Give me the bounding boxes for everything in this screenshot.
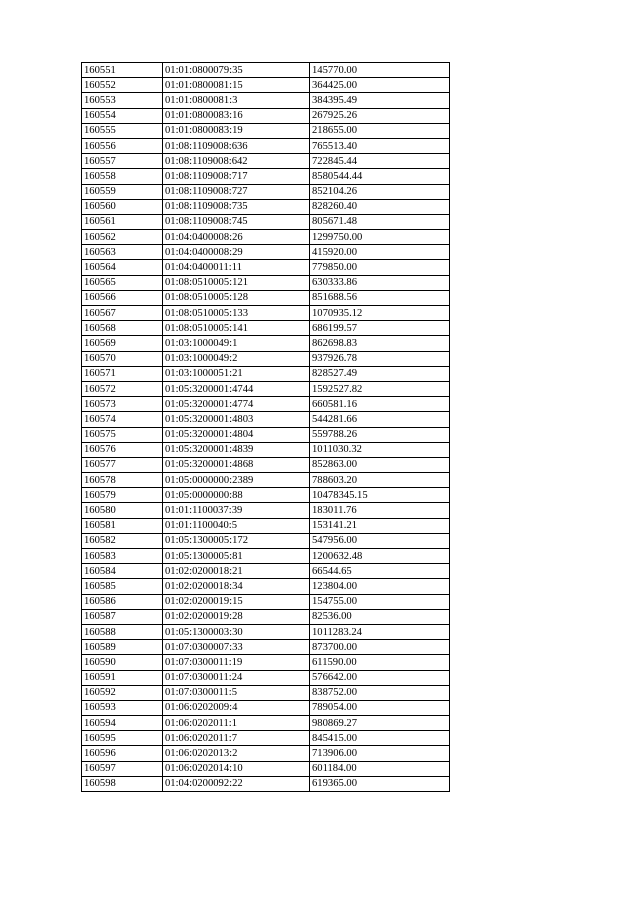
- cell-id: 160572: [82, 381, 163, 396]
- cell-cadastral-number: 01:03:1000049:1: [163, 336, 310, 351]
- cell-cadastral-number: 01:08:0510005:121: [163, 275, 310, 290]
- cell-id: 160562: [82, 230, 163, 245]
- cell-value: 805671.48: [310, 214, 450, 229]
- table-row: [82, 473, 450, 488]
- table-row: [82, 199, 450, 214]
- cell-value: 183011.76: [310, 503, 450, 518]
- cell-value: 218655.00: [310, 123, 450, 138]
- cell-cadastral-number: 01:06:0202014:10: [163, 761, 310, 776]
- cell-id: 160590: [82, 655, 163, 670]
- cell-id: 160592: [82, 685, 163, 700]
- cell-cadastral-number: 01:05:3200001:4839: [163, 442, 310, 457]
- table-row: [82, 351, 450, 366]
- cell-cadastral-number: 01:01:0800083:19: [163, 123, 310, 138]
- cell-cadastral-number: 01:08:1109008:735: [163, 199, 310, 214]
- cell-value: 722845.44: [310, 154, 450, 169]
- table-row: [82, 108, 450, 123]
- cell-id: 160569: [82, 336, 163, 351]
- cell-id: 160585: [82, 579, 163, 594]
- cell-cadastral-number: 01:04:0200092:22: [163, 776, 310, 791]
- cell-id: 160598: [82, 776, 163, 791]
- cell-cadastral-number: 01:07:0300011:5: [163, 685, 310, 700]
- cell-id: 160591: [82, 670, 163, 685]
- cell-value: 82536.00: [310, 609, 450, 624]
- cell-id: 160551: [82, 63, 163, 78]
- table-row: [82, 230, 450, 245]
- table-row: [82, 716, 450, 731]
- table-row: [82, 549, 450, 564]
- table-row: [82, 488, 450, 503]
- cell-cadastral-number: 01:08:1109008:642: [163, 154, 310, 169]
- cell-value: 845415.00: [310, 731, 450, 746]
- data-table: [81, 62, 450, 792]
- cell-cadastral-number: 01:07:0300011:19: [163, 655, 310, 670]
- cell-value: 1011283.24: [310, 624, 450, 639]
- table-row: [82, 169, 450, 184]
- table-row: [82, 214, 450, 229]
- cell-value: 154755.00: [310, 594, 450, 609]
- cell-cadastral-number: 01:04:0400008:29: [163, 245, 310, 260]
- cell-id: 160558: [82, 169, 163, 184]
- cell-cadastral-number: 01:01:0800079:35: [163, 63, 310, 78]
- cell-id: 160597: [82, 761, 163, 776]
- table-row: [82, 609, 450, 624]
- cell-value: 713906.00: [310, 746, 450, 761]
- table-row: [82, 746, 450, 761]
- cell-cadastral-number: 01:02:0200018:34: [163, 579, 310, 594]
- cell-id: 160582: [82, 533, 163, 548]
- cell-value: 828527.49: [310, 366, 450, 381]
- cell-id: 160586: [82, 594, 163, 609]
- cell-id: 160554: [82, 108, 163, 123]
- cell-id: 160563: [82, 245, 163, 260]
- cell-value: 1011030.32: [310, 442, 450, 457]
- cell-cadastral-number: 01:04:0400011:11: [163, 260, 310, 275]
- cell-id: 160560: [82, 199, 163, 214]
- cell-value: 828260.40: [310, 199, 450, 214]
- cell-value: 10478345.15: [310, 488, 450, 503]
- cell-value: 1200632.48: [310, 549, 450, 564]
- cell-value: 123804.00: [310, 579, 450, 594]
- table-row: [82, 138, 450, 153]
- cell-cadastral-number: 01:01:1100037:39: [163, 503, 310, 518]
- cell-value: 619365.00: [310, 776, 450, 791]
- cell-cadastral-number: 01:05:3200001:4744: [163, 381, 310, 396]
- cell-cadastral-number: 01:01:0800083:16: [163, 108, 310, 123]
- cell-value: 1070935.12: [310, 306, 450, 321]
- cell-value: 937926.78: [310, 351, 450, 366]
- cell-id: 160561: [82, 214, 163, 229]
- table-row: [82, 670, 450, 685]
- table-row: [82, 731, 450, 746]
- cell-value: 1299750.00: [310, 230, 450, 245]
- cell-id: 160570: [82, 351, 163, 366]
- cell-value: 1592527.82: [310, 381, 450, 396]
- cell-cadastral-number: 01:03:1000049:2: [163, 351, 310, 366]
- cell-cadastral-number: 01:02:0200018:21: [163, 564, 310, 579]
- cell-id: 160596: [82, 746, 163, 761]
- cell-value: 862698.83: [310, 336, 450, 351]
- cell-value: 153141.21: [310, 518, 450, 533]
- cell-cadastral-number: 01:05:0000000:2389: [163, 473, 310, 488]
- cell-value: 788603.20: [310, 473, 450, 488]
- cell-value: 364425.00: [310, 78, 450, 93]
- cell-cadastral-number: 01:05:1300003:30: [163, 624, 310, 639]
- cell-cadastral-number: 01:08:0510005:128: [163, 290, 310, 305]
- cell-value: 267925.26: [310, 108, 450, 123]
- table-body: [82, 63, 450, 792]
- cell-id: 160588: [82, 624, 163, 639]
- table-row: [82, 442, 450, 457]
- cell-value: 980869.27: [310, 716, 450, 731]
- cell-value: 852104.26: [310, 184, 450, 199]
- cell-cadastral-number: 01:05:1300005:81: [163, 549, 310, 564]
- cell-id: 160579: [82, 488, 163, 503]
- cell-id: 160589: [82, 640, 163, 655]
- table-row: [82, 290, 450, 305]
- cell-id: 160575: [82, 427, 163, 442]
- cell-value: 145770.00: [310, 63, 450, 78]
- cell-value: 873700.00: [310, 640, 450, 655]
- cell-cadastral-number: 01:06:0202013:2: [163, 746, 310, 761]
- cell-cadastral-number: 01:08:0510005:133: [163, 306, 310, 321]
- cell-cadastral-number: 01:01:0800081:3: [163, 93, 310, 108]
- table-row: [82, 336, 450, 351]
- table-row: [82, 579, 450, 594]
- cell-value: 601184.00: [310, 761, 450, 776]
- table-row: [82, 306, 450, 321]
- cell-cadastral-number: 01:01:0800081:15: [163, 78, 310, 93]
- table-row: [82, 518, 450, 533]
- cell-cadastral-number: 01:06:0202009:4: [163, 700, 310, 715]
- table-row: [82, 260, 450, 275]
- cell-value: 66544.65: [310, 564, 450, 579]
- cell-value: 686199.57: [310, 321, 450, 336]
- cell-value: 547956.00: [310, 533, 450, 548]
- cell-id: 160573: [82, 397, 163, 412]
- table-row: [82, 93, 450, 108]
- cell-id: 160571: [82, 366, 163, 381]
- cell-value: 415920.00: [310, 245, 450, 260]
- cell-cadastral-number: 01:06:0202011:7: [163, 731, 310, 746]
- cell-value: 384395.49: [310, 93, 450, 108]
- table-row: [82, 381, 450, 396]
- table-row: [82, 503, 450, 518]
- cell-value: 544281.66: [310, 412, 450, 427]
- cell-id: 160555: [82, 123, 163, 138]
- cell-value: 559788.26: [310, 427, 450, 442]
- cell-id: 160552: [82, 78, 163, 93]
- cell-cadastral-number: 01:08:1109008:717: [163, 169, 310, 184]
- cell-value: 838752.00: [310, 685, 450, 700]
- cell-id: 160594: [82, 716, 163, 731]
- table-row: [82, 397, 450, 412]
- cell-value: 779850.00: [310, 260, 450, 275]
- cell-id: 160567: [82, 306, 163, 321]
- cell-value: 8580544.44: [310, 169, 450, 184]
- cell-id: 160557: [82, 154, 163, 169]
- cell-id: 160580: [82, 503, 163, 518]
- cell-cadastral-number: 01:08:1109008:727: [163, 184, 310, 199]
- cell-cadastral-number: 01:08:1109008:745: [163, 214, 310, 229]
- table-row: [82, 685, 450, 700]
- table-row: [82, 366, 450, 381]
- cell-cadastral-number: 01:07:0300011:24: [163, 670, 310, 685]
- cell-id: 160564: [82, 260, 163, 275]
- table-row: [82, 533, 450, 548]
- cell-value: 852863.00: [310, 457, 450, 472]
- cell-id: 160577: [82, 457, 163, 472]
- cell-id: 160566: [82, 290, 163, 305]
- table-row: [82, 761, 450, 776]
- cell-cadastral-number: 01:03:1000051:21: [163, 366, 310, 381]
- cell-cadastral-number: 01:05:3200001:4868: [163, 457, 310, 472]
- table-row: [82, 776, 450, 791]
- cell-value: 765513.40: [310, 138, 450, 153]
- cell-value: 789054.00: [310, 700, 450, 715]
- cell-id: 160595: [82, 731, 163, 746]
- cell-id: 160587: [82, 609, 163, 624]
- cell-id: 160581: [82, 518, 163, 533]
- table-row: [82, 700, 450, 715]
- table-row: [82, 245, 450, 260]
- table-row: [82, 594, 450, 609]
- table-row: [82, 78, 450, 93]
- table-row: [82, 457, 450, 472]
- table-row: [82, 412, 450, 427]
- table-row: [82, 427, 450, 442]
- cell-id: 160578: [82, 473, 163, 488]
- cell-cadastral-number: 01:01:1100040:5: [163, 518, 310, 533]
- cell-value: 630333.86: [310, 275, 450, 290]
- table-row: [82, 63, 450, 78]
- cell-id: 160556: [82, 138, 163, 153]
- table-row: [82, 184, 450, 199]
- cell-id: 160574: [82, 412, 163, 427]
- cell-value: 576642.00: [310, 670, 450, 685]
- cell-id: 160583: [82, 549, 163, 564]
- table-row: [82, 624, 450, 639]
- cell-cadastral-number: 01:04:0400008:26: [163, 230, 310, 245]
- cell-value: 611590.00: [310, 655, 450, 670]
- cell-id: 160576: [82, 442, 163, 457]
- cell-cadastral-number: 01:02:0200019:28: [163, 609, 310, 624]
- table-row: [82, 564, 450, 579]
- table-row: [82, 655, 450, 670]
- cell-cadastral-number: 01:05:3200001:4804: [163, 427, 310, 442]
- cell-cadastral-number: 01:07:0300007:33: [163, 640, 310, 655]
- cell-id: 160559: [82, 184, 163, 199]
- cell-cadastral-number: 01:05:3200001:4803: [163, 412, 310, 427]
- table-row: [82, 123, 450, 138]
- cell-id: 160568: [82, 321, 163, 336]
- table-row: [82, 640, 450, 655]
- cell-cadastral-number: 01:05:3200001:4774: [163, 397, 310, 412]
- cell-value: 851688.56: [310, 290, 450, 305]
- cell-cadastral-number: 01:08:1109008:636: [163, 138, 310, 153]
- cell-id: 160553: [82, 93, 163, 108]
- cell-value: 660581.16: [310, 397, 450, 412]
- cell-id: 160593: [82, 700, 163, 715]
- table-row: [82, 275, 450, 290]
- cell-cadastral-number: 01:05:1300005:172: [163, 533, 310, 548]
- table-row: [82, 321, 450, 336]
- cell-id: 160565: [82, 275, 163, 290]
- cell-cadastral-number: 01:06:0202011:1: [163, 716, 310, 731]
- cell-cadastral-number: 01:02:0200019:15: [163, 594, 310, 609]
- table-row: [82, 154, 450, 169]
- cell-cadastral-number: 01:08:0510005:141: [163, 321, 310, 336]
- cell-id: 160584: [82, 564, 163, 579]
- cell-cadastral-number: 01:05:0000000:88: [163, 488, 310, 503]
